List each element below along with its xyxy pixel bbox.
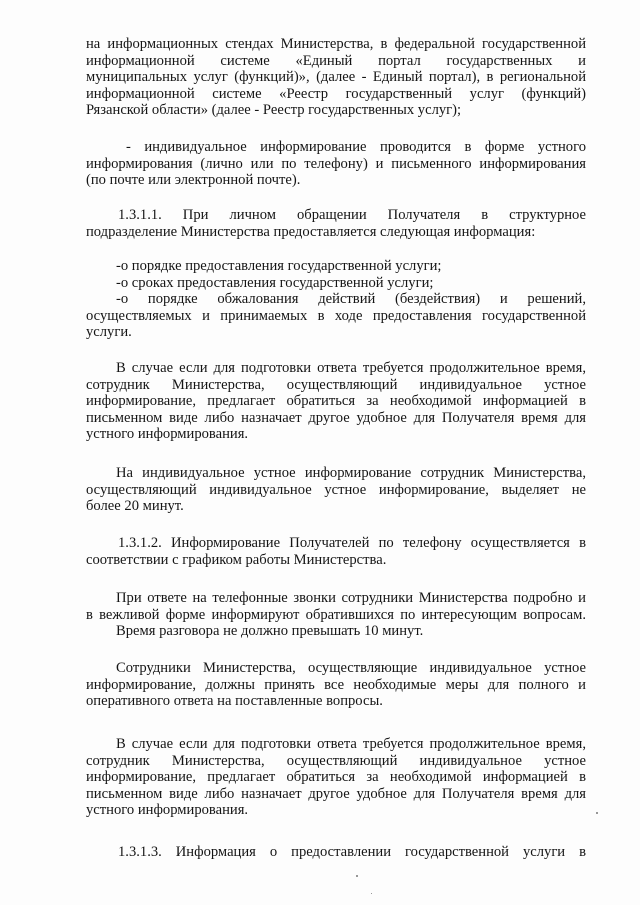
- paragraph-clause-1-3-1-1: [86, 207, 586, 240]
- paragraph-individual-informing: [86, 139, 586, 189]
- text-line: Время разговора не должно превышать 10 минут.: [116, 623, 424, 640]
- text-line: При ответе на телефонные звонки сотрудники Министерства подробно и: [116, 590, 586, 606]
- text-line: информирование, предлагает обратиться за необходимой информацией в: [86, 393, 586, 410]
- text-line: - индивидуальное информирование проводится в форме устного: [126, 139, 586, 155]
- text-line: письменном виде либо назначает другое удобное для Получателя время для: [86, 409, 586, 426]
- text-line: подразделение Министерства предоставляется следующая информация:: [86, 223, 536, 240]
- text-line: осуществляемых и принимаемых в ходе предоставления государственной: [86, 307, 586, 324]
- paragraph-long-preparation: [86, 360, 586, 443]
- paragraph-phone-calls: [86, 590, 586, 640]
- text-line: письменном виде либо назначает другое удобное для Получателя время для: [86, 785, 586, 802]
- list-item: -о порядке обжалования действий (бездействия) и решений,: [116, 291, 586, 308]
- text-line: информирование, должны принять все необходимые меры для полного и: [86, 676, 586, 693]
- text-line: на информационных стендах Министерства, в федеральной государственной: [86, 36, 586, 52]
- text-line: устного информирования.: [86, 426, 249, 443]
- scan-speck: [371, 893, 372, 894]
- text-line: оперативного ответа на поставленные вопросы.: [86, 693, 383, 710]
- text-line: В случае если для подготовки ответа требуется продолжительное время,: [116, 360, 586, 376]
- list-item: -о порядке предоставления государственной услуги;: [116, 258, 442, 274]
- paragraph-time-limit-20: [86, 465, 586, 515]
- text-line: 1.3.1.2. Информирование Получателей по телефону осуществляется в: [118, 535, 586, 551]
- text-line: 1.3.1.1. При личном обращении Получателя в структурное: [118, 207, 586, 223]
- text-line: информирования (лично или по телефону) и письменного информирования: [86, 155, 586, 172]
- text-line: услуги.: [86, 324, 132, 341]
- text-line: На индивидуальное устное информирование сотрудник Министерства,: [116, 465, 586, 481]
- text-line: соответствии с графиком работы Министерства.: [86, 551, 387, 568]
- text-line: Сотрудники Министерства, осуществляющие индивидуальное устное: [116, 660, 586, 676]
- paragraph-clause-1-3-1-2: [86, 535, 586, 568]
- text-line: информирование, предлагает обратиться за необходимой информацией в: [86, 769, 586, 786]
- text-line: более 20 минут.: [86, 498, 184, 515]
- text-line: сотрудник Министерства, осуществляющий индивидуальное устное: [86, 376, 586, 393]
- paragraph-long-preparation-repeat: [86, 736, 586, 819]
- text-line: в вежливой форме информируют обратившихся по интересующим вопросам.: [86, 606, 586, 623]
- text-line: муниципальных услуг (функций)», (далее - Единый портал), в региональной: [86, 69, 586, 86]
- scan-speck: [356, 875, 358, 877]
- text-line: сотрудник Министерства, осуществляющий индивидуальное устное: [86, 752, 586, 769]
- list-item: -о сроках предоставления государственной услуги;: [116, 274, 434, 291]
- paragraph-staff-measures: [86, 660, 586, 710]
- paragraph-information-stands: [86, 36, 586, 119]
- text-line: 1.3.1.3. Информация о предоставлении государственной услуги в: [118, 844, 586, 860]
- text-line: осуществляющий индивидуальное устное информирование, выделяет не: [86, 481, 586, 498]
- text-line: В случае если для подготовки ответа требуется продолжительное время,: [116, 736, 586, 752]
- text-line: Рязанской области» (далее - Реестр государственных услуг);: [86, 102, 462, 119]
- text-line: информационной системе «Реестр государственный услуг (функций): [86, 85, 586, 102]
- paragraph-clause-1-3-1-3: [86, 844, 586, 861]
- scan-speck: [596, 812, 598, 814]
- text-line: устного информирования.: [86, 802, 249, 819]
- paragraph-information-list: [86, 258, 586, 341]
- text-line: информационной системе «Единый портал государственных и: [86, 52, 586, 69]
- text-line: (по почте или электронной почте).: [86, 172, 301, 189]
